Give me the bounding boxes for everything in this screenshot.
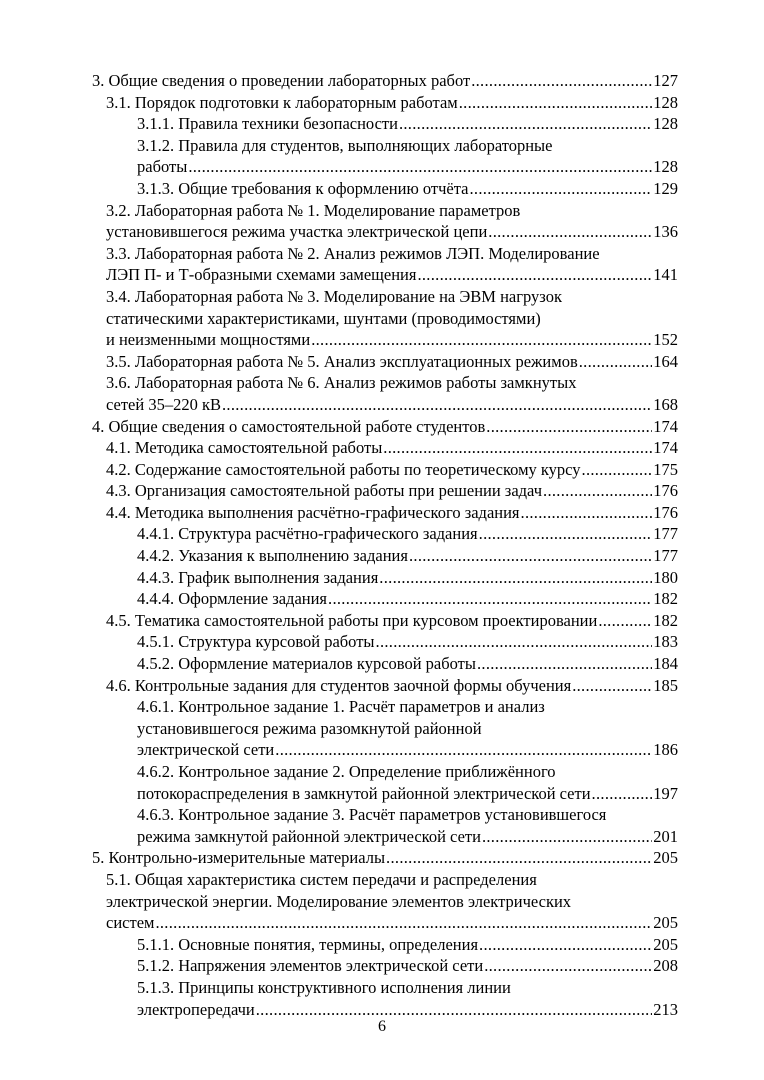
toc-entry-title-line: установившегося режима разомкнутой районной: [137, 718, 482, 738]
toc-entry-page-number: 152: [653, 330, 678, 350]
toc-entry-page-number: 175: [653, 459, 678, 479]
dot-leader: [222, 394, 652, 416]
toc-entry-page-number: 168: [653, 394, 678, 414]
toc-entry-page-number: 184: [653, 654, 678, 674]
toc-entry-page-number: 197: [653, 783, 678, 803]
dot-leader: [521, 502, 653, 524]
toc-entry-page-number: 205: [653, 934, 678, 954]
toc-entry[interactable]: [86, 977, 678, 1020]
dot-leader: [484, 955, 652, 977]
toc-entry-title-line: потокораспределения в замкнутой районной электрической сети: [137, 783, 591, 803]
toc-entry[interactable]: [86, 955, 678, 977]
toc-entry[interactable]: [86, 545, 678, 567]
toc-entry[interactable]: [86, 653, 678, 675]
toc-entry-page-number: 177: [653, 546, 678, 566]
toc-entry[interactable]: [86, 502, 678, 524]
toc-entry-title-line: электропередачи: [137, 999, 255, 1019]
page-number: 6: [378, 1018, 386, 1035]
toc-entry[interactable]: [86, 480, 678, 502]
dot-leader: [582, 459, 653, 481]
toc-entry-title-line: 3.1.1. Правила техники безопасности: [137, 114, 398, 134]
toc-entry-page-number: 164: [653, 351, 678, 371]
toc-entry-title-line: 3.4. Лабораторная работа № 3. Моделирование на ЭВМ нагрузок: [106, 286, 562, 306]
dot-leader: [311, 329, 652, 351]
toc-entry-title-line: 4.6.2. Контрольное задание 2. Определение приближённого: [137, 762, 556, 781]
toc-entry[interactable]: [86, 135, 678, 178]
toc-entry[interactable]: [86, 351, 678, 373]
toc-entry-title-line: 4.4.1. Структура расчётно-графического задания: [137, 524, 478, 544]
dot-leader: [399, 113, 652, 135]
toc-entry[interactable]: [86, 761, 678, 804]
toc-entry-title-line: установившегося режима участка электрической цепи: [106, 222, 488, 242]
toc-entry-title-line: 4.4.4. Оформление задания: [137, 589, 328, 609]
toc-entry-title-line: 3.5. Лабораторная работа № 5. Анализ эксплуатационных режимов: [106, 351, 578, 371]
toc-entry-title-line: 4.6. Контрольные задания для студентов заочной формы обучения: [106, 675, 572, 695]
dot-leader: [383, 437, 652, 459]
toc-entry-page-number: 127: [653, 71, 678, 90]
toc-entry-title-line: 5.1. Общая характеристика систем передачи и распределения: [106, 869, 537, 889]
toc-entry-title-line: 4.5. Тематика самостоятельной работы при курсовом проектировании: [106, 610, 598, 630]
toc-entry-title-line: и неизменными мощностями: [106, 330, 311, 350]
toc-entry-page-number: 180: [653, 567, 678, 587]
dot-leader: [376, 631, 653, 653]
toc-entry-title-line: 4.5.2. Оформление материалов курсовой работы: [137, 654, 476, 674]
toc-entry-title-line: электрической сети: [137, 740, 275, 760]
toc-entry-page-number: 136: [653, 222, 678, 242]
toc-entry-title-line: 3.2. Лабораторная работа № 1. Моделирование параметров: [106, 200, 521, 220]
toc-entry-page-number: 186: [653, 740, 678, 760]
toc-entry-title-line: 4.1. Методика самостоятельной работы: [106, 438, 383, 458]
toc-entry[interactable]: [86, 869, 678, 934]
toc-entry-page-number: 205: [653, 848, 678, 868]
toc-entry-title-line: 3.1.3. Общие требования к оформлению отчёта: [137, 178, 469, 198]
toc-entry-title-line: 5. Контрольно-измерительные материалы: [92, 848, 386, 868]
toc-entry[interactable]: [86, 459, 678, 481]
toc-entry[interactable]: [86, 567, 678, 589]
toc-entry-page-number: 128: [653, 92, 678, 112]
toc-entry-title-line: 5.1.3. Принципы конструктивного исполнения линии: [137, 977, 511, 997]
toc-entry-title-line: 4.4. Методика выполнения расчётно-графического задания: [106, 502, 520, 522]
dot-leader: [477, 653, 652, 675]
toc-entry-title-line: 3.1. Порядок подготовки к лабораторным работам: [106, 92, 458, 112]
toc-entry-title-line: 4.4.2. Указания к выполнению задания: [137, 546, 408, 566]
toc-entry[interactable]: [86, 523, 678, 545]
toc-entry-page-number: 176: [653, 481, 678, 501]
dot-leader: [572, 675, 652, 697]
toc-entry[interactable]: [86, 113, 678, 135]
toc-entry[interactable]: [86, 631, 678, 653]
toc-entry-title-line: 3.3. Лабораторная работа № 2. Анализ режимов ЛЭП. Моделирование: [106, 243, 600, 263]
dot-leader: [471, 70, 652, 92]
toc-entry-page-number: 128: [653, 114, 678, 134]
toc-entry-page-number: 176: [653, 502, 678, 522]
toc-entry-page-number: 182: [653, 589, 678, 609]
dot-leader: [417, 264, 652, 286]
toc-entry-title-line: режима замкнутой районной электрической сети: [137, 826, 481, 846]
dot-leader: [409, 545, 652, 567]
toc-entry-title-line: работы: [137, 157, 188, 177]
toc-entry[interactable]: [86, 372, 678, 415]
toc-entry[interactable]: [86, 70, 678, 92]
toc-entry-title-line: сетей 35–220 кВ: [106, 394, 221, 414]
toc-entry[interactable]: [86, 847, 678, 869]
toc-entry-page-number: 185: [653, 675, 678, 695]
toc-entry-title-line: 4.3. Организация самостоятельной работы при решении задач: [106, 481, 543, 501]
toc-entry[interactable]: [86, 92, 678, 114]
table-of-contents: [86, 70, 678, 1020]
toc-entry-title-line: 4. Общие сведения о самостоятельной работе студентов: [92, 416, 486, 436]
dot-leader: [579, 351, 653, 373]
toc-entry-title-line: электрической энергии. Моделирование элементов электрических: [106, 891, 572, 911]
toc-entry[interactable]: [86, 416, 678, 438]
dot-leader: [256, 999, 653, 1021]
toc-entry-title-line: 4.5.1. Структура курсовой работы: [137, 632, 375, 652]
toc-entry[interactable]: [86, 610, 678, 632]
toc-entry-page-number: 174: [653, 438, 678, 458]
dot-leader: [275, 739, 652, 761]
toc-entry-title-line: 5.1.2. Напряжения элементов электрической сети: [137, 956, 484, 976]
toc-entry[interactable]: [86, 696, 678, 761]
dot-leader: [386, 847, 652, 869]
toc-entry[interactable]: [86, 286, 678, 351]
dot-leader: [328, 588, 652, 610]
dot-leader: [459, 92, 653, 114]
toc-entry-title-line: 5.1.1. Основные понятия, термины, определения: [137, 934, 479, 954]
toc-entry-title-line: 3.6. Лабораторная работа № 6. Анализ режимов работы замкнутых: [106, 373, 577, 393]
dot-leader: [479, 934, 652, 956]
toc-entry-title-line: 4.6.1. Контрольное задание 1. Расчёт параметров и анализ: [137, 697, 545, 717]
dot-leader: [482, 826, 652, 848]
toc-entry-title-line: 3.1.2. Правила для студентов, выполняющих лабораторные: [137, 135, 553, 155]
toc-entry-page-number: 128: [653, 157, 678, 177]
dot-leader: [598, 610, 652, 632]
dot-leader: [486, 416, 652, 438]
dot-leader: [488, 221, 652, 243]
toc-entry-page-number: 129: [653, 178, 678, 198]
toc-entry-page-number: 213: [653, 999, 678, 1019]
toc-entry[interactable]: [86, 200, 678, 243]
dot-leader: [543, 480, 652, 502]
toc-entry[interactable]: [86, 588, 678, 610]
dot-leader: [470, 178, 653, 200]
toc-entry-title-line: ЛЭП П- и Т-образными схемами замещения: [106, 265, 417, 285]
toc-entry-page-number: 141: [653, 265, 678, 285]
toc-entry-title-line: 3. Общие сведения о проведении лабораторных работ: [92, 71, 471, 90]
dot-leader: [592, 783, 653, 805]
toc-entry-title-line: систем: [106, 913, 155, 933]
dot-leader: [479, 523, 653, 545]
toc-entry-page-number: 174: [653, 416, 678, 436]
toc-entry-page-number: 177: [653, 524, 678, 544]
toc-entry-page-number: 205: [653, 913, 678, 933]
toc-entry[interactable]: [86, 243, 678, 286]
toc-entry-page-number: 183: [653, 632, 678, 652]
toc-entry-title-line: 4.4.3. График выполнения задания: [137, 567, 379, 587]
toc-entry[interactable]: [86, 437, 678, 459]
toc-entry-page-number: 201: [653, 826, 678, 846]
toc-entry[interactable]: [86, 934, 678, 956]
toc-entry-title-line: 4.6.3. Контрольное задание 3. Расчёт параметров установившегося: [137, 805, 607, 825]
dot-leader: [155, 912, 652, 934]
toc-entry-title-line: статическими характеристиками, шунтами (проводимостями): [106, 308, 541, 328]
dot-leader: [379, 567, 652, 589]
toc-entry[interactable]: [86, 675, 678, 697]
toc-entry-title-line: 4.2. Содержание самостоятельной работы по теоретическому курсу: [106, 459, 581, 479]
toc-entry[interactable]: [86, 804, 678, 847]
dot-leader: [188, 156, 652, 178]
toc-entry-page-number: 182: [653, 610, 678, 630]
toc-entry-page-number: 208: [653, 956, 678, 976]
toc-entry[interactable]: [86, 178, 678, 200]
